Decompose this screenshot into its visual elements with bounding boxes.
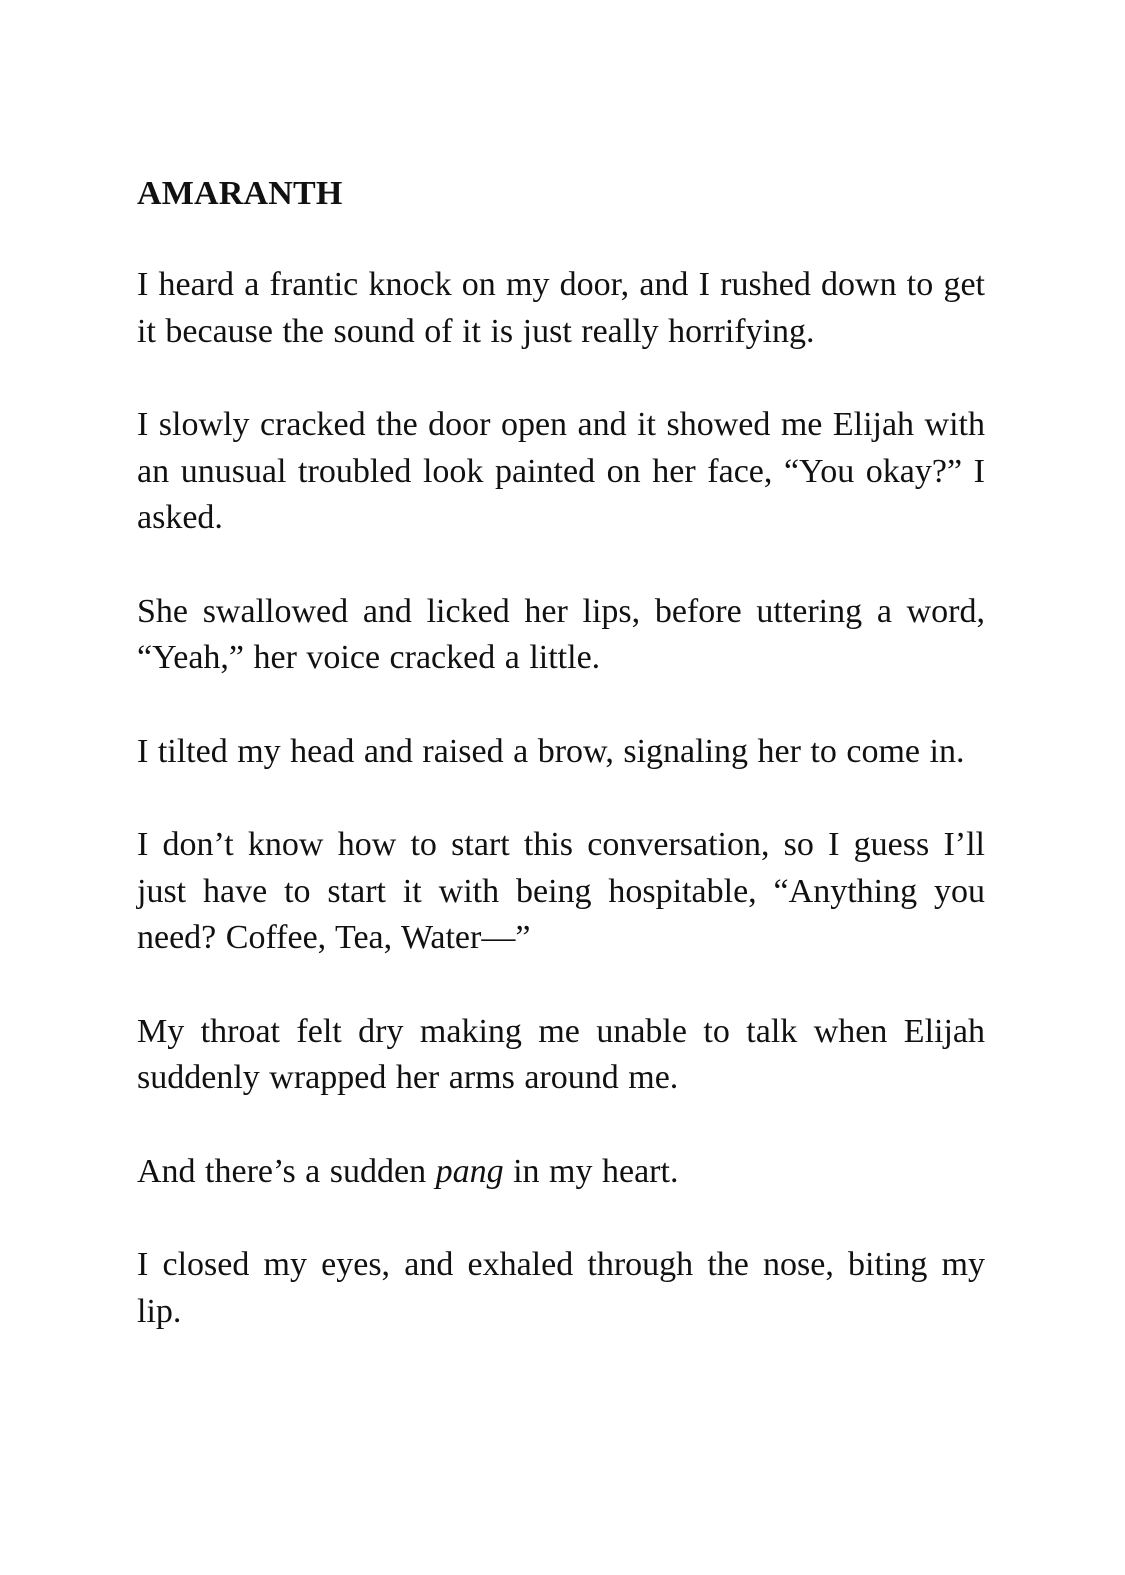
- paragraph-6: My throat felt dry making me unable to talk when Elijah suddenly wrapped her arms around me.: [137, 1012, 985, 1096]
- paragraph-5: I don’t know how to start this conversation, so I guess I’ll just have to start it with being hospitable, “Anything you need? Coffee, Tea, Water—”: [137, 826, 985, 956]
- emphasized-word: pang: [435, 1152, 504, 1190]
- paragraph-2: I slowly cracked the door open and it showed me Elijah with an unusual troubled look painted on her face, “You okay?” I asked.: [137, 406, 985, 536]
- paragraph-3: She swallowed and licked her lips, before uttering a word, “Yeah,” her voice cracked a little.: [137, 592, 985, 676]
- paragraph-8: I closed my eyes, and exhaled through the nose, biting my lip.: [137, 1246, 985, 1330]
- paragraph-7: [137, 1149, 985, 1196]
- paragraph-4: I tilted my head and raised a brow, signaling her to come in.: [137, 732, 965, 770]
- chapter-title: AMARANTH: [137, 175, 343, 212]
- document-page: [137, 170, 985, 1335]
- paragraph-1: I heard a frantic knock on my door, and I rushed down to get it because the sound of it is just really horrifying.: [137, 266, 985, 350]
- paragraph-7-end: in my heart.: [503, 1152, 679, 1190]
- paragraph-7-start: And there’s a sudden: [137, 1152, 436, 1190]
